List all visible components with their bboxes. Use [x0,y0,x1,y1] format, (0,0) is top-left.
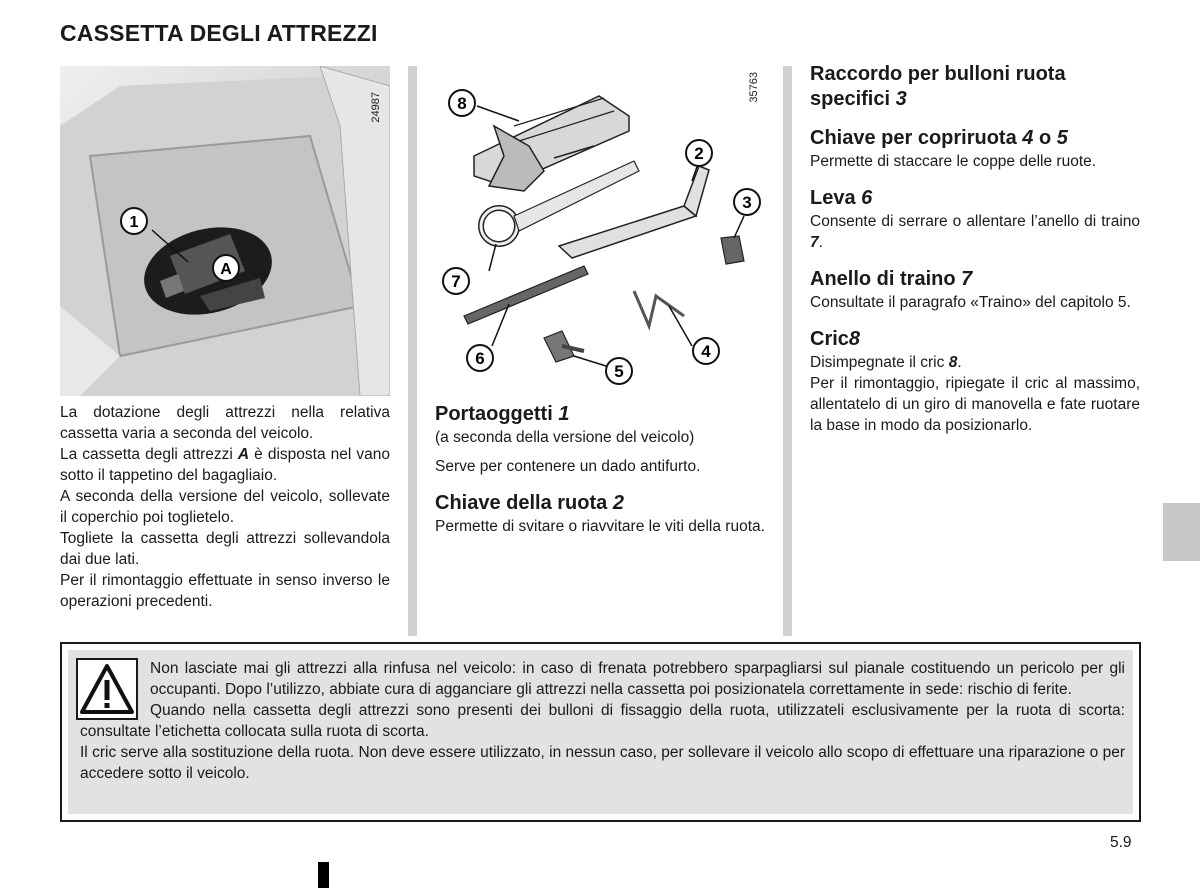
towing-eye-text: Consultate il paragrafo «Traino» del capitolo 5. [810,294,1131,311]
callout-6: 6 [475,349,485,368]
callout-2: 2 [694,144,704,163]
heading-towing-eye: Anello di traino 7 [810,268,973,290]
warning-paragraph-1: Non lasciate mai gli attrezzi alla rinfusa nel veicolo: in caso di frenata potrebbero sparpagliarsi sul pianale costituendo un pericolo per gli occupanti. Dopo l’utilizzo, abbiate cura di agganciare gli attrezzi nella cassetta poi posizionatela correttamente in sede: rischio di ferite. [150,660,1125,698]
photo-callout-1: 1 [129,214,139,231]
illustration-reference-number: 35763 [748,72,760,103]
warning-triangle-icon [76,658,138,720]
callout-7: 7 [451,272,461,291]
paragraph: A seconda della versione del veicolo, sollevate il coperchio poi toglietelo. [60,488,390,526]
warning-paragraph-3: Il cric serve alla sostituzione della ruota. Non deve essere utilizzato, in nessun caso, per sollevare il veicolo allo scopo di effettuare una riparazione o per accedere sotto il veicolo. [80,744,1125,782]
heading-wheel-wrench: Chiave della ruota 2 [435,492,624,514]
right-column [810,62,1140,436]
page-title: CASSETTA DEGLI ATTREZZI [60,20,378,46]
intro-text [60,402,390,612]
heading-storage: Portaoggetti 1 [435,403,570,425]
storage-subtitle: (a seconda della versione del veicolo) [435,429,695,446]
callout-4: 4 [701,342,711,361]
paragraph: La cassetta degli attrezzi A è disposta nel vano sotto il tappetino del bagagliaio. [60,446,390,484]
paragraph: Togliete la cassetta degli attrezzi sollevandola dai due lati. [60,530,390,568]
lever-text: Consente di serrare o allentare l’anello di traino 7. [810,213,1140,251]
paragraph: Per il rimontaggio effettuate in senso inverso le operazioni precedenti. [60,572,390,610]
wheel-wrench-drawing [559,166,709,258]
callout-8: 8 [457,94,467,113]
tools-illustration [434,66,768,396]
heading-lever: Leva 6 [810,187,873,209]
warning-paragraph-2: Quando nella cassetta degli attrezzi sono presenti dei bulloni di fissaggio della ruota, utilizzateli esclusivamente per la ruota di scorta: consultate l’etichetta collocata sulla ruota di scorta. [80,702,1125,740]
page-number: 5.9 [1110,834,1132,851]
middle-column [435,402,767,537]
hubcap-key-text: Permette di staccare le coppe delle ruote. [810,153,1097,170]
photo-callout-a: A [220,261,232,278]
heading-jack: Cric8 [810,328,861,350]
callout-5: 5 [614,362,624,381]
chapter-tab [1163,503,1200,561]
wheel-wrench-text: Permette di svitare o riavvitare le viti della ruota. [435,518,765,535]
bolt-adapter-drawing [721,236,744,264]
photo-reference-number: 24987 [370,92,382,123]
lever-drawing [464,266,588,324]
column-separator [408,66,417,636]
heading-hubcap-key: Chiave per copriruota 4 o 5 [810,127,1068,149]
print-mark [318,862,329,888]
heading-bolt-adapter: Raccordo per bulloni ruota specifici 3 [810,63,1066,110]
storage-text: Serve per contenere un dado antifurto. [435,458,701,475]
warning-box [60,642,1141,822]
hubcap-hook-drawing [634,291,684,326]
trunk-photo [60,66,390,396]
column-separator [783,66,792,636]
jack-text-2: Per il rimontaggio, ripiegate il cric al massimo, allentatelo di un giro di manovella e fate ruotare la base in modo da posizionarlo. [810,375,1140,434]
callout-3: 3 [742,193,752,212]
jack-text-1: Disimpegnate il cric 8. [810,354,962,371]
paragraph: La dotazione degli attrezzi nella relativa cassetta varia a seconda del veicolo. [60,404,390,442]
